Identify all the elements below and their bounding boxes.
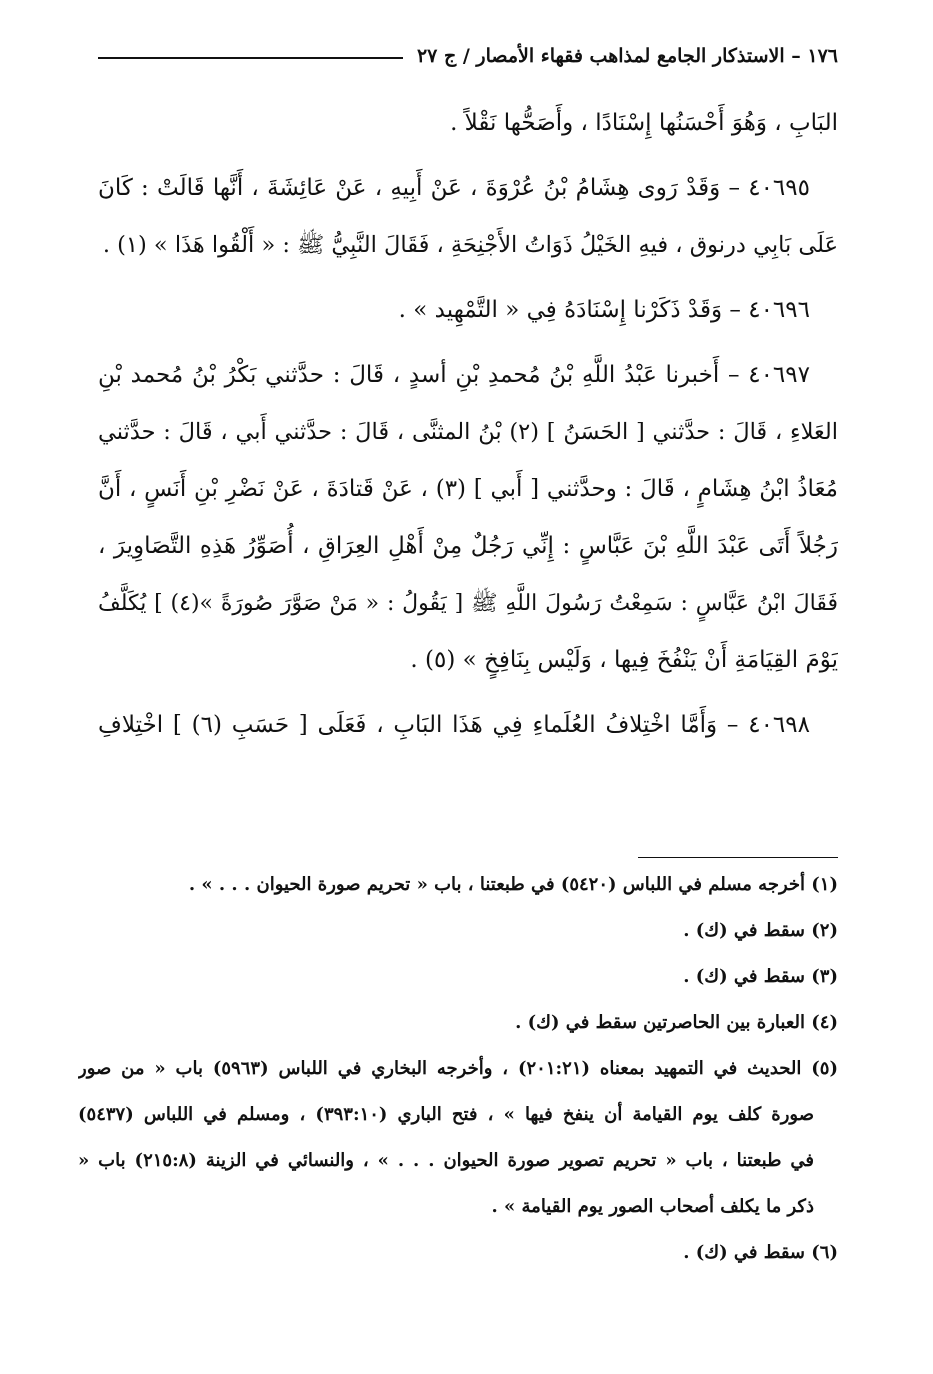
paragraph-gap	[98, 339, 838, 347]
footnote-4: (٤) العبارة بين الحاصرتين سقط في (ك) .	[515, 1012, 838, 1033]
text-line-8: رَجُلاً أَتَى عَبْدَ اللَّهِ بْنَ عَبَّاسٍ : إِنِّي رَجُلٌ مِنْ أَهْلِ العِرَاقِ ، أُصَوِّرُ هَذِهِ التَّصَاوِيرَ ،	[98, 533, 838, 559]
footnote-2: (٢) سقط في (ك) .	[683, 920, 838, 941]
footnote-1: (١) أخرجه مسلم في اللباس (٥٤٢٠) في طبعتنا ، باب « تحريم صورة الحيوان . . . » .	[188, 874, 838, 895]
text-line-5: ٤٠٦٩٧ – أَخبرنا عَبْدُ اللَّهِ بْنُ مُحمدِ بْنِ أسدٍ ، قَالَ : حدَّثني بَكْرُ بْنُ مُحمد بْنِ	[98, 362, 810, 388]
text-line-2: ٤٠٦٩٥ – وَقَدْ رَوى هِشَامُ بْنُ عُرْوَةَ ، عَنْ أَبِيهِ ، عَنْ عَائِشَةَ ، أَنَّها قَالَتْ : كَانَ	[98, 175, 810, 201]
main-text	[98, 95, 838, 754]
footnote-5-line-2: صورة كلف يوم القيامة أن ينفخ فيها » ، فتح الباري (٣٩٣:١٠) ، ومسلم في اللباس (٥٤٣٧)	[78, 1104, 815, 1125]
footnote-5-line-1: (٥) الحديث في التمهيد بمعناه (٢٠١:٢١) ، وأخرجه البخاري في اللباس (٥٩٦٣) باب « من صور	[78, 1058, 838, 1079]
text-line-10: يَوْمَ القِيَامَةِ أَنْ يَنْفُخَ فِيها ، وَلَيْس بِنَافِخٍ » (٥) .	[410, 647, 838, 673]
running-header	[98, 36, 838, 76]
footnote-5-line-3: في طبعتنا ، باب « تحريم تصوير صورة الحيوان . . . » ، والنسائي في الزينة (٢١٥:٨) باب «	[78, 1150, 814, 1171]
footnote-5-line-4: ذكر ما يكلف أصحاب الصور يوم القيامة » .	[491, 1196, 814, 1217]
header-title: ١٧٦ – الاستذكار الجامع لمذاهب فقهاء الأمصار / ج ٢٧	[416, 45, 838, 67]
header-rule	[98, 57, 403, 59]
text-line-6: العَلاءِ ، قَالَ : حدَّثني [ الحَسَنُ ] (٢) بْنُ المثنَّى ، قَالَ : حدَّثني أَبي ، قَالَ : حدَّثني	[98, 419, 838, 445]
text-line-4: ٤٠٦٩٦ – وَقَدْ ذَكَرْنا إِسْنَادَهُ فِي « التَّمْهِيد » .	[398, 297, 810, 323]
text-line-9: فَقَالَ ابْنُ عَبَّاسٍ : سَمِعْتُ رَسُولَ اللَّهِ ﷺ [ يَقُولُ : « مَنْ صَوَّرَ صُورَةً »(٤) ] يُكَلَّفُ	[98, 591, 838, 616]
text-line-3: عَلَى بَابِي درنوق ، فيهِ الخَيْلُ ذَوَاتُ الأَجْنِحَةِ ، فَقَالَ النَّبِيُّ ﷺ : « أَلْقُوا هَذَا » (١) .	[102, 232, 838, 258]
footnote-6: (٦) سقط في (ك) .	[683, 1242, 838, 1263]
footnote-separator	[638, 857, 838, 858]
text-line-7: مُعَاذُ ابْنُ هِشَامٍ ، قَالَ : وحدَّثني [ أَبي ] (٣) ، عَنْ قَتادَةَ ، عَنْ نَضْرِ بْنِ أَنَسٍ ، أَنَّ	[98, 476, 838, 502]
paragraph-gap	[98, 274, 838, 282]
text-line-1: البَابِ ، وَهُوَ أَحْسَنُها إِسْنَادًا ، وأَصَحُّها نَقْلاً .	[450, 110, 838, 136]
paragraph-gap	[98, 689, 838, 697]
paragraph-gap	[98, 152, 838, 160]
footnote-3: (٣) سقط في (ك) .	[683, 966, 838, 987]
footnotes	[78, 862, 838, 1276]
text-line-11: ٤٠٦٩٨ – وَأَمَّا اخْتِلافُ العُلَماءِ فِي هَذَا البَابِ ، فَعَلَى [ حَسَبِ (٦) ] اخْتِلافِ	[98, 712, 810, 738]
